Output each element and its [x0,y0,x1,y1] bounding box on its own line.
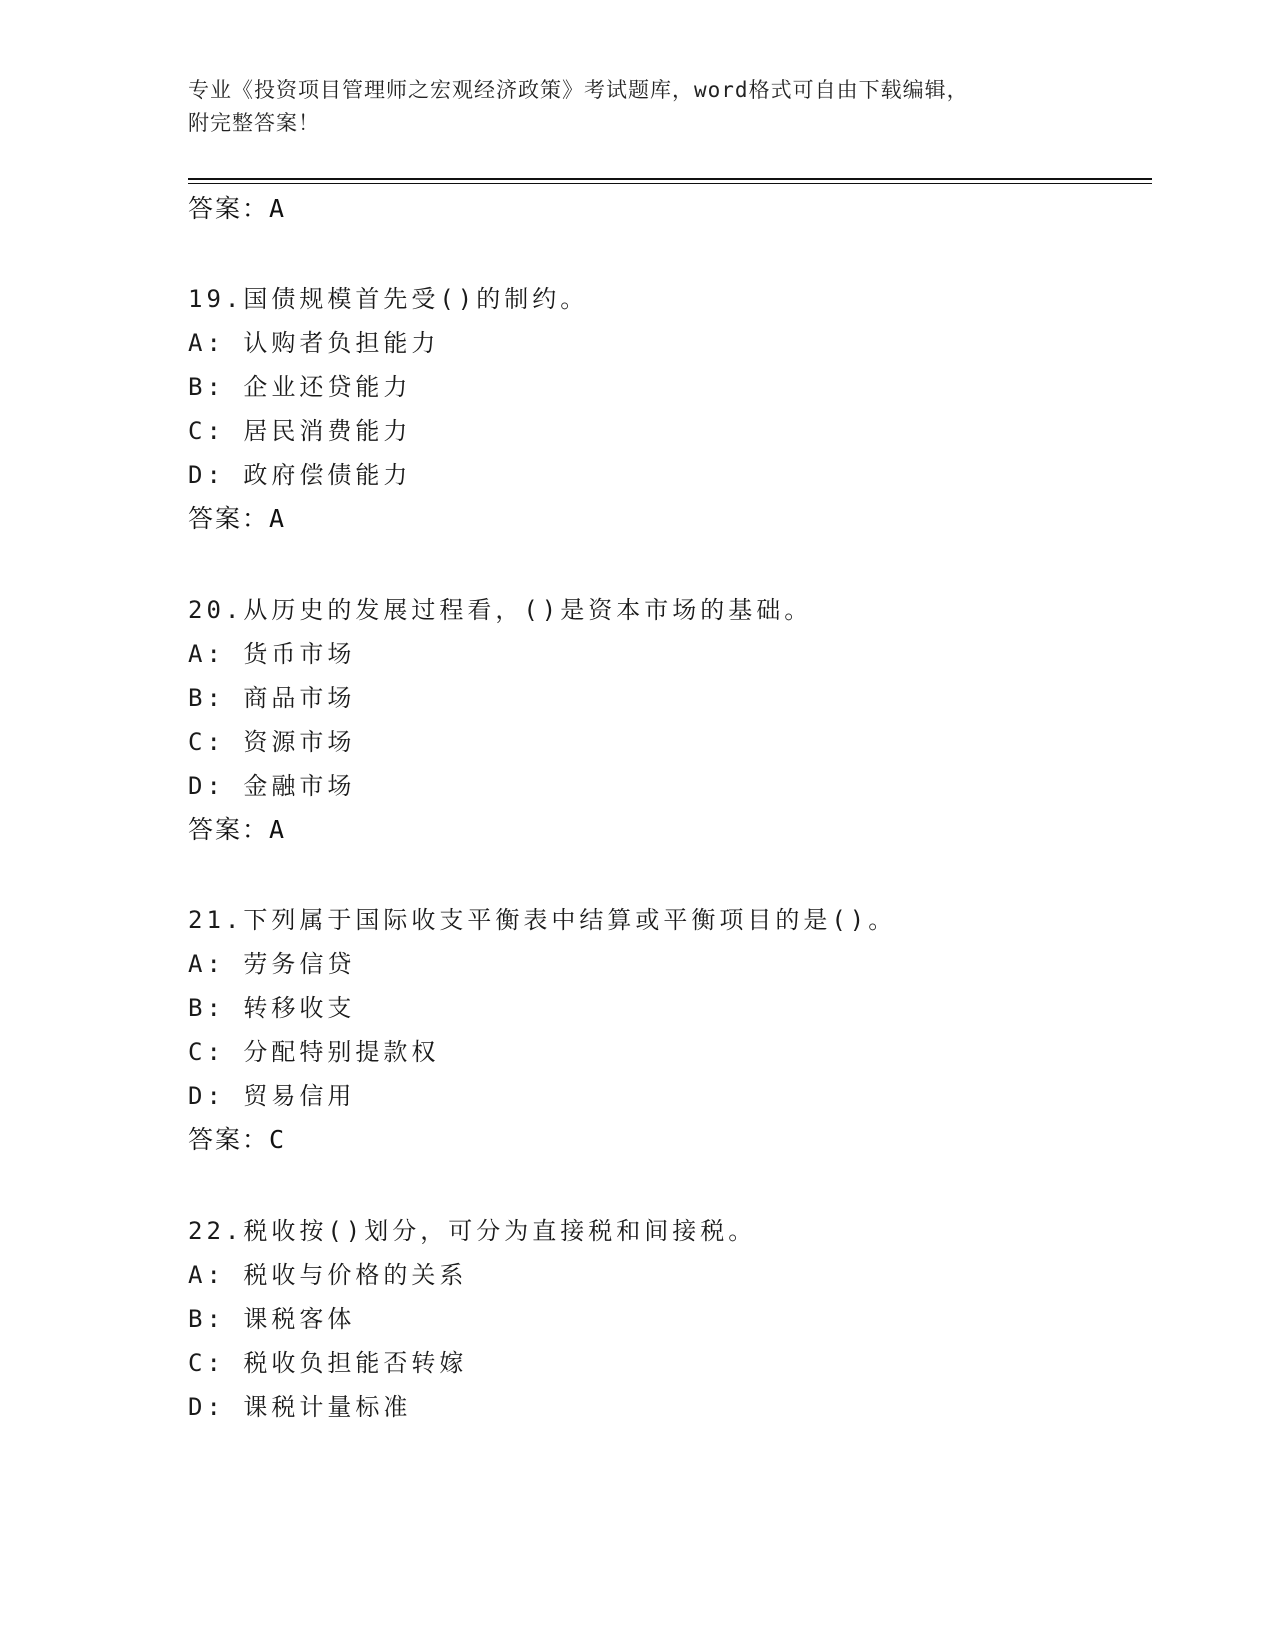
question-21-stem: 21.下列属于国际收支平衡表中结算或平衡项目的是()。 [188,906,897,934]
answer-label: 答案： [188,194,270,223]
question-22-stem: 22.税收按()划分，可分为直接税和间接税。 [188,1217,757,1245]
answer-label: 答案： [188,504,270,533]
question-22-option-c: C: 税收负担能否转嫁 [188,1349,468,1377]
answer-value: A [269,815,287,844]
question-21-option-c: C: 分配特别提款权 [188,1038,440,1066]
question-21-answer [188,1125,286,1155]
answer-value: A [269,504,287,533]
question-22-option-a: A: 税收与价格的关系 [188,1261,468,1289]
question-19-answer [188,504,286,534]
header-line-2: 附完整答案！ [188,111,320,135]
question-21-option-b: B: 转移收支 [188,994,356,1022]
question-21-option-a: A: 劳务信贷 [188,950,356,978]
question-19-option-b: B: 企业还贷能力 [188,373,412,401]
question-20-option-a: A: 货币市场 [188,640,356,668]
question-20-option-c: C: 资源市场 [188,728,356,756]
question-19-stem: 19.国债规模首先受()的制约。 [188,285,589,313]
question-21-option-d: D: 贸易信用 [188,1082,356,1110]
question-20-option-d: D: 金融市场 [188,772,356,800]
answer-label: 答案： [188,1125,270,1154]
answer-value: A [269,194,287,223]
answer-label: 答案： [188,815,270,844]
question-19-option-a: A: 认购者负担能力 [188,329,440,357]
header-divider-thin [188,183,1152,184]
question-22-option-b: B: 课税客体 [188,1305,356,1333]
header-divider-thick [188,178,1152,180]
question-20-answer [188,815,286,845]
question-19-option-c: C: 居民消费能力 [188,417,412,445]
document-header [188,74,1088,140]
answer-value: C [269,1125,287,1154]
question-19-option-d: D: 政府偿债能力 [188,461,412,489]
header-line-1: 专业《投资项目管理师之宏观经济政策》考试题库，word格式可自由下载编辑， [188,78,969,102]
question-20-stem: 20.从历史的发展过程看，()是资本市场的基础。 [188,596,813,624]
question-20-option-b: B: 商品市场 [188,684,356,712]
question-22-option-d: D: 课税计量标准 [188,1393,412,1421]
previous-answer [188,194,286,224]
